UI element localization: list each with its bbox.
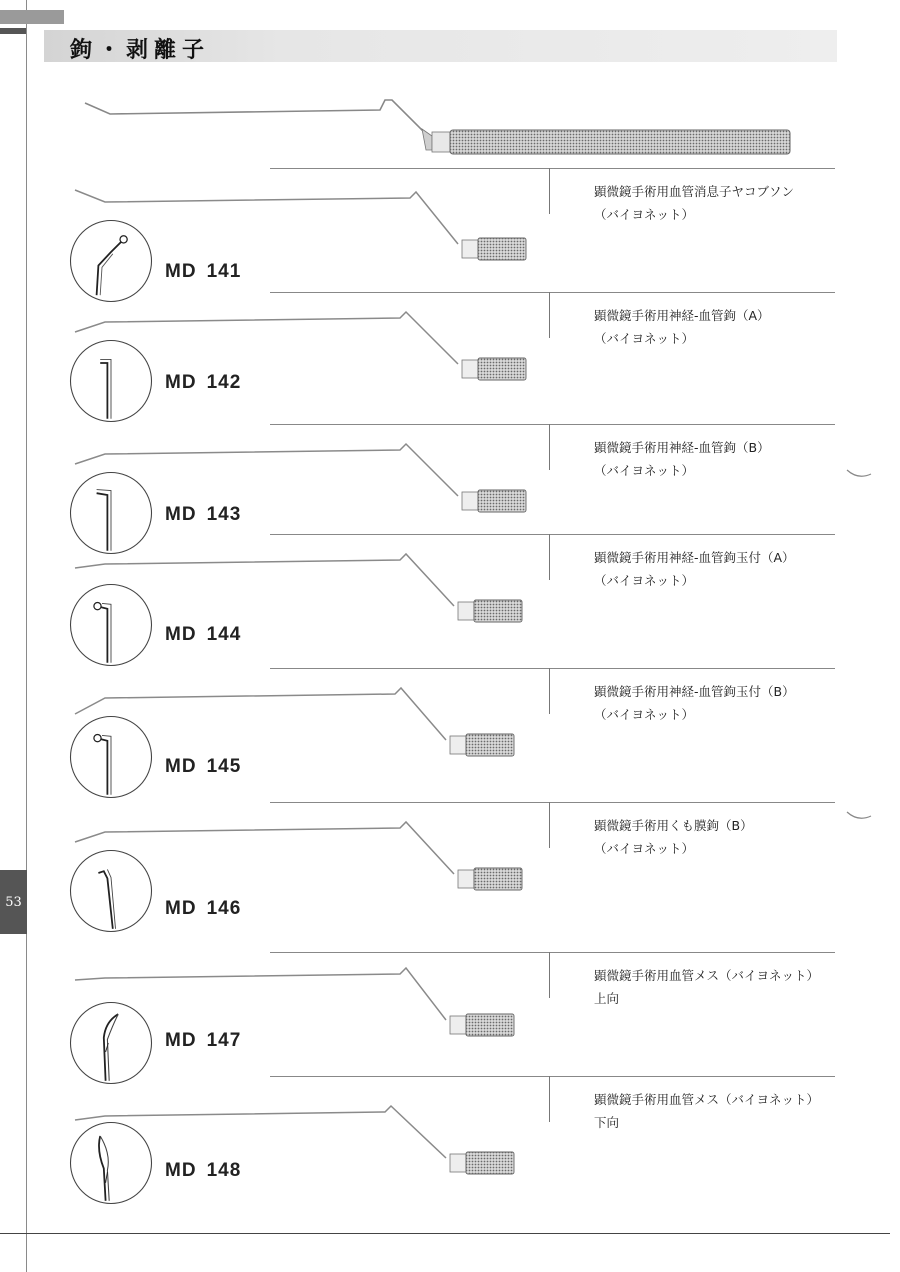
- product-note: 下向: [594, 1115, 620, 1130]
- product-code: [165, 898, 251, 920]
- product-description: [594, 546, 795, 592]
- product-description: [594, 1088, 819, 1134]
- tip-detail-magnifier: [66, 580, 156, 670]
- product-code-number: 147: [206, 1030, 242, 1051]
- hero-instrument-illustration: [80, 88, 800, 168]
- section-banner: [44, 30, 837, 62]
- product-name: 顕微鏡手術用血管メス（バイヨネット）: [594, 1092, 820, 1107]
- tip-detail-magnifier: [66, 712, 156, 802]
- product-code-number: 146: [206, 898, 242, 919]
- product-name: 顕微鏡手術用神経-血管鉤（B）: [594, 440, 770, 455]
- product-code-prefix: MD: [165, 504, 197, 525]
- product-code: [165, 1030, 251, 1052]
- product-code-prefix: MD: [165, 624, 197, 645]
- product-code-number: 145: [206, 756, 242, 777]
- product-note: （バイヨネット）: [594, 707, 695, 722]
- section-title: 鉤・剥離子: [70, 38, 211, 63]
- product-code-prefix: MD: [165, 261, 197, 282]
- product-code: [165, 624, 251, 646]
- product-code: [165, 372, 251, 394]
- footer-rule: [0, 1233, 890, 1234]
- item-vertical-divider: [549, 292, 550, 338]
- product-note: （バイヨネット）: [594, 841, 695, 856]
- corner-tab: [0, 10, 64, 24]
- tip-detail-magnifier: [66, 1118, 156, 1208]
- product-description: [594, 964, 819, 1010]
- product-name: 顕微鏡手術用血管消息子ヤコブソン: [594, 184, 795, 199]
- binding-mark: [846, 808, 872, 822]
- product-note: 上向: [594, 991, 620, 1006]
- product-name: 顕微鏡手術用神経-血管鉤玉付（B）: [594, 684, 795, 699]
- binding-mark: [846, 466, 872, 480]
- product-name: 顕微鏡手術用くも膜鉤（B）: [594, 818, 753, 833]
- product-description: [594, 180, 794, 226]
- product-code-prefix: MD: [165, 1160, 197, 1181]
- product-description: [594, 436, 770, 482]
- product-note: （バイヨネット）: [594, 331, 695, 346]
- page-number-tab: [0, 870, 27, 934]
- page-number: 53: [5, 894, 22, 910]
- product-code-number: 142: [206, 372, 242, 393]
- corner-stub: [0, 28, 26, 34]
- product-description: [594, 304, 770, 350]
- product-code-prefix: MD: [165, 1030, 197, 1051]
- product-name: 顕微鏡手術用血管メス（バイヨネット）: [594, 968, 820, 983]
- product-code: [165, 504, 251, 526]
- product-description: [594, 680, 795, 726]
- product-code-number: 143: [206, 504, 242, 525]
- tip-detail-magnifier: [66, 336, 156, 426]
- product-description: [594, 814, 753, 860]
- product-code-number: 141: [206, 261, 242, 282]
- item-vertical-divider: [549, 668, 550, 714]
- product-code: [165, 261, 251, 283]
- item-vertical-divider: [549, 1076, 550, 1122]
- tip-detail-magnifier: [66, 846, 156, 936]
- product-code-prefix: MD: [165, 372, 197, 393]
- item-vertical-divider: [549, 168, 550, 214]
- product-code-prefix: MD: [165, 756, 197, 777]
- item-vertical-divider: [549, 534, 550, 580]
- tip-detail-magnifier: [66, 998, 156, 1088]
- product-code-number: 144: [206, 624, 242, 645]
- product-name: 顕微鏡手術用神経-血管鉤玉付（A）: [594, 550, 795, 565]
- item-vertical-divider: [549, 802, 550, 848]
- product-code: [165, 756, 251, 778]
- product-name: 顕微鏡手術用神経-血管鉤（A）: [594, 308, 770, 323]
- product-code: [165, 1160, 251, 1182]
- product-code-number: 148: [206, 1160, 242, 1181]
- product-note: （バイヨネット）: [594, 573, 695, 588]
- product-note: （バイヨネット）: [594, 463, 695, 478]
- product-note: （バイヨネット）: [594, 207, 695, 222]
- product-code-prefix: MD: [165, 898, 197, 919]
- item-vertical-divider: [549, 952, 550, 998]
- item-vertical-divider: [549, 424, 550, 470]
